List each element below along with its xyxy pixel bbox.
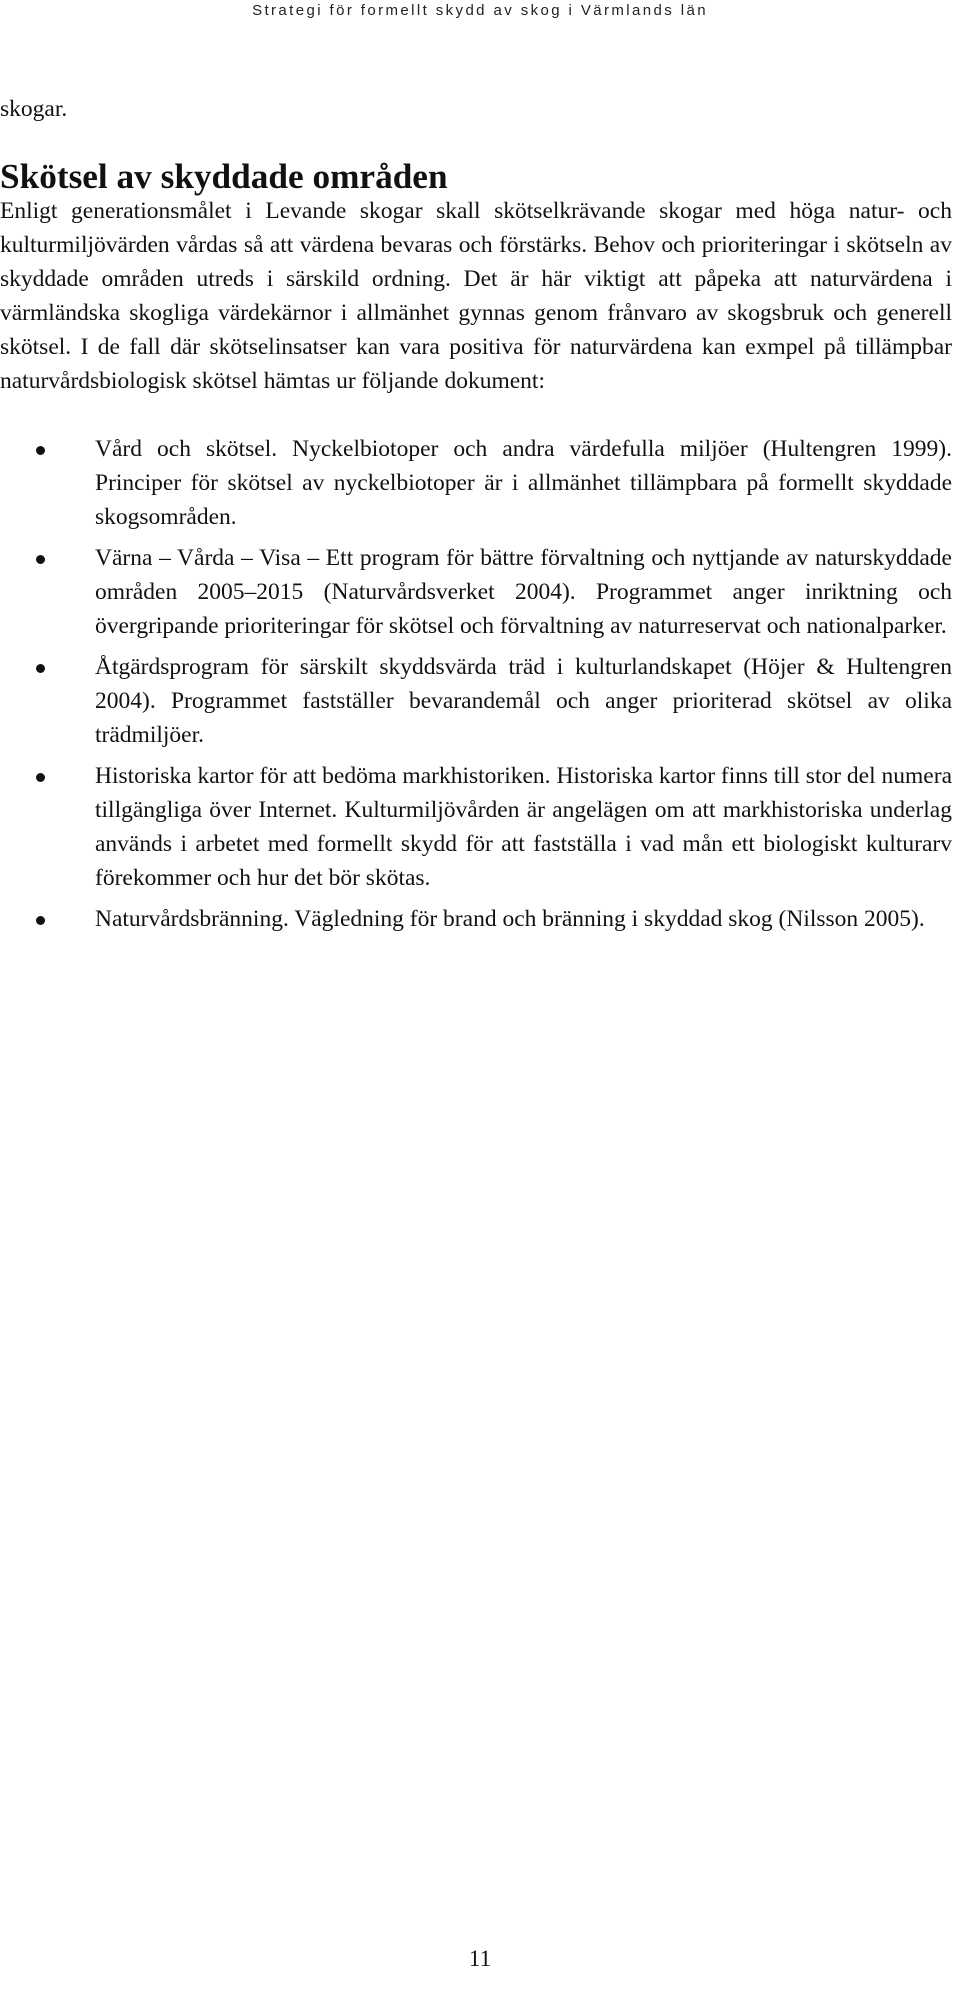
list-item-text: Naturvårdsbränning. Vägledning för brand och bränning i skyddad skog (Nilsson 2005). [95,906,925,932]
bullet-icon [36,664,45,673]
section-body: Enligt generationsmålet i Levande skogar skall skötselkrävande skogar med höga natur- och kulturmiljövärden vårdas så att värdena bevaras och förstärks. Behov och prioriteringar i skötseln av skyddade områden utreds i särskild ordning. Det är här viktigt att påpeka att naturvärdena i värmländska skogliga värdekärnor i allmänhet gynnas genom frånvaro av skogsbruk och generell skötsel. I de fall där skötselinsatser kan vara positiva för naturvärdena kan exmpel på tillämpbar naturvårdsbiologisk skötsel hämtas ur följande dokument: [0,198,952,394]
list-item-text: Vård och skötsel. Nyckelbiotoper och andra värdefulla miljöer (Hultengren 1999). Principer för skötsel av nyckelbiotoper är i allmänhet tillämpbara på formellt skyddade skogsområden. [95,436,952,530]
bullet-icon [36,446,45,455]
bullet-icon [36,773,45,782]
list-item-text: Värna – Vårda – Visa – Ett program för bättre förvaltning och nyttjande av naturskyddade områden 2005–2015 (Naturvårdsverket 2004). Programmet anger inriktning och övergripande prioriteringar för skötsel och förvaltning av naturreservat och nationalparker. [95,545,952,639]
list-item-text: Åtgärdsprogram för särskilt skyddsvärda träd i kulturlandskapet (Höjer & Hultengren 2004). Programmet fastställer bevarandemål och anger prioriterad skötsel av olika trädmiljöer. [95,654,952,748]
bullet-icon [36,916,45,925]
lead-fragment: skogar. [0,96,68,122]
page-content [0,92,952,943]
list-item [0,650,952,752]
list-item [0,759,952,895]
list-item-text: Historiska kartor för att bedöma markhistoriken. Historiska kartor finns till stor del numera tillgängliga över Internet. Kulturmiljövården är angelägen om att markhistoriska underlag används i arbetet med formellt skydd för att fastställa i vad mån ett biologiskt kulturarv förekommer och hur det bör skötas. [95,763,952,891]
bullet-icon [36,555,45,564]
running-header: Strategi för formellt skydd av skog i Värmlands län [252,2,708,19]
page-number: 11 [468,1946,492,1971]
list-item [0,902,952,936]
reference-list [0,432,952,936]
section-heading: Skötsel av skyddade områden [0,157,448,196]
list-item [0,432,952,534]
list-item [0,541,952,643]
